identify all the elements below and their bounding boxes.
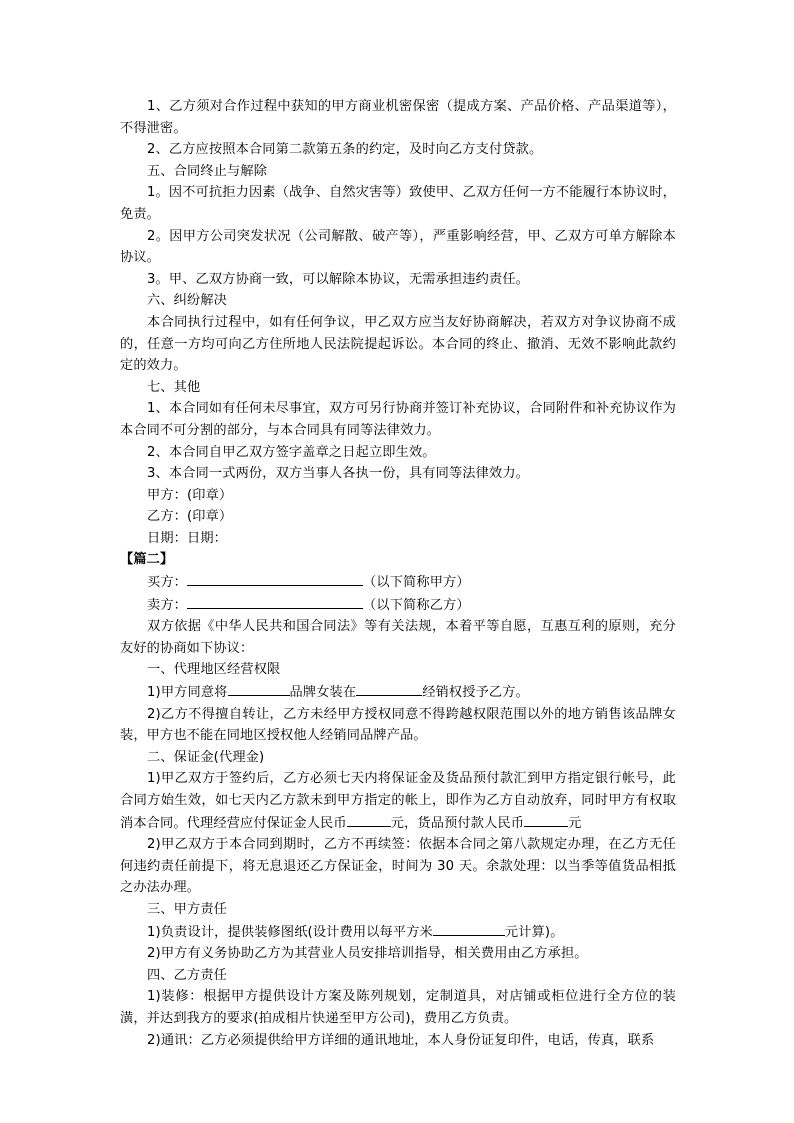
clause-effective: 2、本合同自甲乙双方签字盖章之日起立即生效。	[147, 444, 436, 460]
section-heading-region: 一、代理地区经营权限	[147, 662, 281, 678]
clause-no-transfer: 2)乙方不得擅自转让，乙方未经甲方授权同意不得跨越权限范围以外的地方销售该品牌女装，甲方也不能在同地区授权他人经销同品牌产品。	[120, 706, 676, 744]
clause-brand-authorization	[120, 681, 676, 704]
region-blank	[356, 681, 422, 696]
clause-design	[120, 921, 676, 944]
seller-suffix: （以下简称乙方）	[363, 597, 470, 613]
prepayment-amount-blank	[524, 812, 568, 827]
seller-line	[120, 594, 676, 617]
design-fee-blank	[433, 921, 505, 936]
seller-label: 卖方：	[147, 597, 188, 613]
deposit-text-a: 1)甲乙双方于签约后，乙方必须七天内将保证金及货品预付款汇到甲方指定银行帐号，此合同方始生效，如七天内乙方款未到甲方指定的帐上，即作为乙方自动放弃，同时甲方有权取消本合同。代理经营应付保证金人民币	[120, 771, 676, 831]
party-a-seal: 甲方：(印章）	[147, 487, 233, 503]
agreement-intro: 双方依据《中华人民共和国合同法》等有关法规，本着平等自愿，互惠互利的原则，充分友好的协商如下协议：	[120, 619, 676, 656]
section-heading-deposit: 二、保证金(代理金)	[147, 749, 265, 765]
section-heading-termination: 五、合同终止与解除	[147, 163, 268, 179]
deposit-text-c: 元	[568, 815, 582, 831]
party-b-seal: 乙方：(印章）	[147, 509, 233, 525]
clause-training: 2)甲方有义务协助乙方为其营业人员安排培训指导，相关费用由乙方承担。	[147, 946, 588, 962]
brand-auth-text-a: 1)甲方同意将	[147, 685, 228, 701]
design-text-b: 元计算)。	[504, 924, 564, 940]
deposit-amount-blank	[347, 812, 391, 827]
document-page	[120, 96, 676, 1051]
clause-copies: 3、本合同一式两份，双方当事人各执一份，具有同等法律效力。	[147, 466, 529, 482]
clause-mutual-termination: 3。甲、乙双方协商一致，可以解除本协议，无需承担违约责任。	[147, 271, 529, 287]
buyer-blank	[187, 571, 363, 586]
deposit-text-b: 元，货品预付款人民币	[390, 815, 525, 831]
section-heading-other: 七、其他	[147, 379, 201, 395]
clause-deposit	[120, 768, 676, 834]
brand-auth-text-c: 经销权授予乙方。	[422, 685, 529, 701]
buyer-label: 买方：	[147, 575, 188, 591]
clause-communication: 2)通讯：乙方必须提供给甲方详细的通讯地址，本人身份证复印件，电话，传真，联系	[147, 1032, 655, 1048]
clause-deposit-refund: 2)甲乙双方于本合同到期时，乙方不再续签：依据本合同之第八款规定办理，在乙方无任何违约责任前提下，将无息退还乙方保证金，时间为 30 天。余款处理：以当季等值货品相抵之办法办理。	[120, 837, 676, 896]
clause-payment: 2、乙方应按照本合同第二款第五条的约定，及时向乙方支付贷款。	[147, 142, 543, 158]
section-heading-party-b: 四、乙方责任	[147, 967, 228, 983]
clause-force-majeure: 1。因不可抗拒力因素（战争、自然灾害等）致使甲、乙双方任何一方不能履行本协议时，免责。	[120, 185, 676, 222]
brand-auth-text-b: 品牌女装在	[289, 685, 357, 701]
brand-blank	[228, 681, 290, 696]
clause-confidentiality: 1、乙方须对合作过程中获知的甲方商业机密保密（提成方案、产品价格、产品渠道等），不得泄密。	[120, 99, 676, 136]
design-text-a: 1)负责设计，提供装修图纸(设计费用以每平方米	[147, 924, 433, 940]
clause-dispute: 本合同执行过程中，如有任何争议，甲乙双方应当友好协商解决，若双方对争议协商不成的，任意一方均可向乙方住所地人民法院提起诉讼。本合同的终止、撤消、无效不影响此款约定的效力。	[120, 314, 676, 374]
clause-supplement: 1、本合同如有任何未尽事宜，双方可另行协商并签订补充协议，合同附件和补充协议作为本合同不可分割的部分，与本合同具有同等法律效力。	[120, 401, 676, 438]
buyer-suffix: （以下简称甲方）	[363, 575, 470, 591]
part-two-title: 【篇二】	[120, 552, 174, 568]
clause-company-emergency: 2。因甲方公司突发状况（公司解散、破产等），严重影响经营，甲、乙双方可单方解除本协议。	[120, 228, 676, 266]
seller-blank	[187, 594, 363, 609]
section-heading-party-a: 三、甲方责任	[147, 901, 228, 917]
clause-decoration: 1)装修：根据甲方提供设计方案及陈列规划，定制道具，对店铺或柜位进行全方位的装潢，并达到我方的要求(拍成相片快递至甲方公司)，费用乙方负责。	[120, 989, 676, 1026]
date-line: 日期：日期：	[147, 530, 228, 546]
section-heading-dispute: 六、纠纷解决	[147, 293, 228, 309]
buyer-line	[120, 571, 676, 594]
